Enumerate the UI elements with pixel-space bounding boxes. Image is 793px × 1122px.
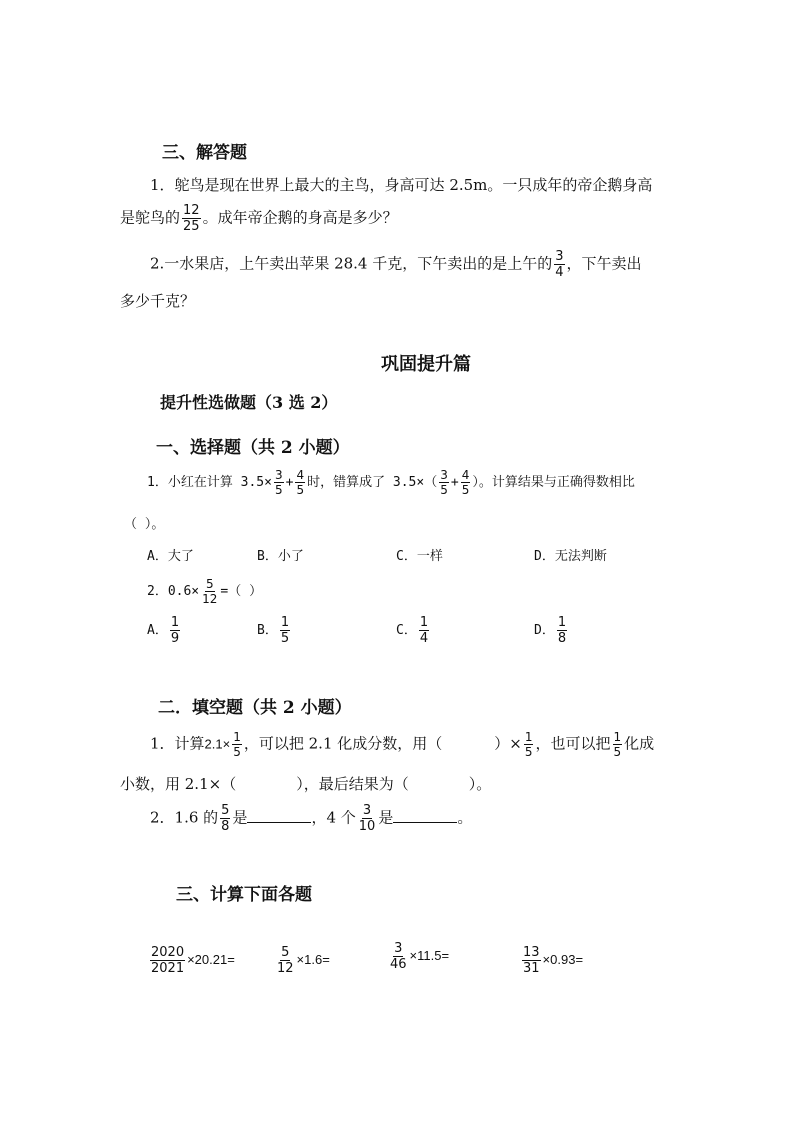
option-label: D． <box>534 623 555 638</box>
option-label: A． <box>147 623 168 638</box>
fraction-1-5: $\frac{1}{5}$ <box>524 730 533 759</box>
fraction-3-10: $\frac{3}{10}$ <box>358 803 376 834</box>
fraction-5-12: $\frac{5}{12}$ <box>202 577 218 606</box>
fill-q1-mid1: ，可以把 2.1 化成分数，用（ <box>243 734 443 753</box>
option-a <box>147 616 182 645</box>
fill-q1-post: 化成 <box>624 734 655 753</box>
section-heading-fill: 二．填空题（共 2 小题） <box>158 698 352 718</box>
fill-q1-line2-c: ）。 <box>468 775 492 793</box>
question-2-line1 <box>150 250 642 279</box>
subtitle: 提升性选做题（3 选 2） <box>160 393 338 412</box>
choice-q1-pre: 1．小红在计算 3.5× <box>147 475 272 490</box>
fill-q1-line2 <box>120 773 491 794</box>
calc-item-1 <box>148 946 235 975</box>
fill-q1-pre: 1．计算 <box>150 734 205 753</box>
fraction-13-31: $\frac{13}{31}$ <box>523 945 540 976</box>
fraction-5-8: $\frac{5}{8}$ <box>221 803 230 834</box>
calc-item-rest: ×20.21= <box>187 951 235 967</box>
answer-blank[interactable] <box>393 808 457 823</box>
question-1-text-pre: 是鸵鸟的 <box>120 208 181 227</box>
option-label: B． <box>257 623 278 638</box>
fill-q2-line <box>150 804 472 833</box>
fraction-3-5: $\frac{3}{5}$ <box>440 468 448 497</box>
choice-q2-post: =（ ） <box>220 584 263 599</box>
section-heading-answer: 三、解答题 <box>162 143 247 163</box>
calc-item-2 <box>274 946 330 975</box>
question-2-text-post: ，下午卖出 <box>566 254 642 273</box>
option-c: C．一样 <box>396 549 443 564</box>
fraction-3-4: $\frac{3}{4}$ <box>555 249 564 280</box>
fill-q2-mid2: ，4 个 <box>311 808 356 827</box>
fraction-3-5: $\frac{3}{5}$ <box>274 468 283 497</box>
fraction-1-9: $\frac{1}{9}$ <box>170 615 180 646</box>
fraction-12-25: $\frac{12}{25}$ <box>183 203 200 234</box>
calc-item-3 <box>387 942 449 971</box>
section-heading-choice: 一、选择题（共 2 小题） <box>156 438 350 458</box>
option-b: B．小了 <box>257 549 304 564</box>
fill-q2-mid: 是 <box>232 808 248 827</box>
calc-item-rest: ×11.5= <box>409 947 450 963</box>
fraction-4-5: $\frac{4}{5}$ <box>296 468 305 497</box>
fill-q1-line2-a: 小数，用 2.1×（ <box>120 775 237 793</box>
question-1-line2 <box>120 204 398 233</box>
question-1-line1: 1．鸵鸟是现在世界上最大的主鸟，身高可达 2.5m。一只成年的帝企鹅身高 <box>150 176 653 194</box>
choice-q1-mid: 时，错算成了 3.5×（ <box>307 475 438 490</box>
option-d <box>534 616 569 645</box>
question-2-text-pre: 2.一水果店，上午卖出苹果 28.4 千克，下午卖出的是上午的 <box>150 254 553 273</box>
choice-q2-line <box>147 578 262 605</box>
fill-q2-mid3: 是 <box>378 808 394 827</box>
choice-q1-line2: （ ）。 <box>124 517 165 532</box>
question-1-text-post: 。成年帝企鹅的身高是多少？ <box>202 208 398 227</box>
option-c <box>396 616 431 645</box>
fill-q1-mid2: ）× <box>494 734 522 753</box>
choice-q1-post: ）。计算结果与正确得数相比 <box>472 475 635 490</box>
section-heading-calc: 三、计算下面各题 <box>176 885 312 905</box>
fraction-1-5: $\frac{1}{5}$ <box>613 730 622 759</box>
answer-blank[interactable] <box>247 808 311 823</box>
fraction-4-5: $\frac{4}{5}$ <box>461 468 470 497</box>
option-b <box>257 616 292 645</box>
fraction-1-5: $\frac{1}{5}$ <box>280 615 290 646</box>
calc-item-rest: ×0.93= <box>542 951 584 967</box>
fraction-1-8: $\frac{1}{8}$ <box>557 615 567 646</box>
fraction-1-4: $\frac{1}{4}$ <box>419 615 429 646</box>
fraction-2020-2021: $\frac{2020}{2021}$ <box>151 945 185 976</box>
fill-q1-mid3: ，也可以把 <box>535 734 611 753</box>
page-title: 巩固提升篇 <box>381 354 471 375</box>
option-a: A．大了 <box>147 549 194 564</box>
fraction-1-5: $\frac{1}{5}$ <box>233 730 241 759</box>
fill-q1-line1 <box>150 731 654 758</box>
calc-item-rest: ×1.6= <box>296 951 330 967</box>
fill-q1-line2-b: ），最后结果为（ <box>296 775 409 793</box>
fill-q1-expr: 2.1× <box>204 736 231 752</box>
choice-q1-line1 <box>147 469 635 496</box>
fill-q2-pre: 2．1.6 的 <box>150 808 219 827</box>
choice-q2-pre: 2．0.6× <box>147 584 200 599</box>
fill-q2-post: 。 <box>457 808 473 827</box>
fraction-3-46: $\frac{3}{46}$ <box>390 941 407 972</box>
option-label: C． <box>396 623 417 638</box>
calc-item-4 <box>520 946 583 975</box>
plus-sign: + <box>285 475 294 490</box>
question-2-line2: 多少千克？ <box>120 292 196 310</box>
option-d: D．无法判断 <box>534 549 607 564</box>
fraction-5-12: $\frac{5}{12}$ <box>277 945 294 976</box>
plus-sign: + <box>450 475 459 490</box>
